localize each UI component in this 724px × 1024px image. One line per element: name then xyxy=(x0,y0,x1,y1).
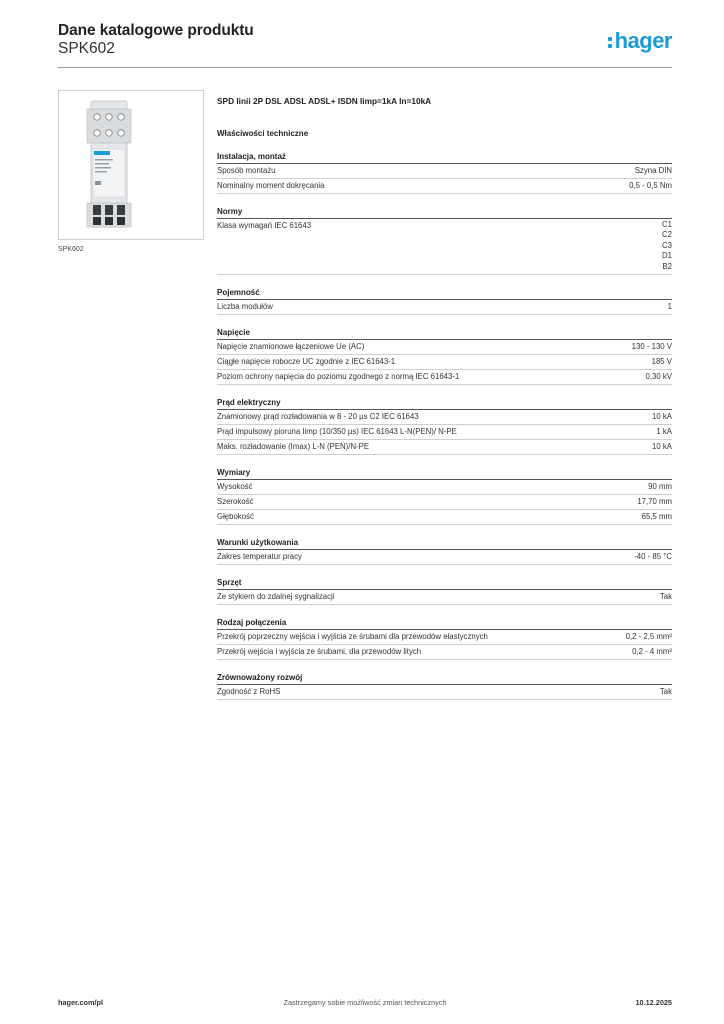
section-title: Wymiary xyxy=(217,467,672,480)
spec-value: 1 kA xyxy=(656,427,672,437)
spec-row xyxy=(217,630,672,645)
spec-label: Znamionowy prąd rozładowania w 8 - 20 µs C2 IEC 61643 xyxy=(217,412,419,422)
spec-value: C1 xyxy=(662,220,672,229)
product-image xyxy=(59,91,203,239)
spec-value: 0,30 kV xyxy=(645,372,672,382)
spec-label: Przekrój poprzeczny wejścia i wyjścia ze śrubami dla przewodów elastycznych xyxy=(217,632,488,642)
spec-value: B2 xyxy=(662,261,672,271)
spec-value: C2 xyxy=(662,230,672,240)
spec-label: Szerokość xyxy=(217,497,254,507)
spec-label: Klasa wymagań IEC 61643 xyxy=(217,221,312,230)
spec-label: Poziom ochrony napięcia do poziomu zgodnego z normą IEC 61643-1 xyxy=(217,372,460,382)
section-title: Zrównoważony rozwój xyxy=(217,672,672,685)
section-equipment xyxy=(217,577,672,605)
section-title: Napięcie xyxy=(217,327,672,340)
product-image-caption: SPK602 xyxy=(58,246,84,253)
product-code: SPK602 xyxy=(58,40,115,57)
section-title: Rodzaj połączenia xyxy=(217,617,672,630)
spec-value: D1 xyxy=(662,251,672,261)
spec-row xyxy=(217,370,672,385)
spec-row xyxy=(217,645,672,660)
spec-label: Maks. rozładowanie (Imax) L-N (PEN)/N-PE xyxy=(217,442,370,452)
spec-value: 0,2 - 2,5 mm² xyxy=(625,632,672,642)
spec-value: 65,5 mm xyxy=(641,512,672,522)
spec-value: 0,2 - 4 mm² xyxy=(632,647,672,657)
spec-value: 90 mm xyxy=(648,482,672,492)
footer-disclaimer: Zastrzegamy sobie możliwość zmian technicznych xyxy=(283,998,447,1007)
spec-label: Ciągłe napięcie robocze UC zgodnie z IEC 61643-1 xyxy=(217,357,396,367)
spec-label: Sposób montażu xyxy=(217,166,276,175)
spec-value-list xyxy=(662,219,672,274)
spec-value: Szyna DIN xyxy=(634,166,672,175)
section-title: Pojemność xyxy=(217,287,672,300)
spec-value: 0,5 - 0,5 Nm xyxy=(629,181,672,190)
product-image-frame xyxy=(58,90,204,240)
section-connection-type xyxy=(217,617,672,660)
spec-label: Przekrój wejścia i wyjścia ze śrubami, dla przewodów litych xyxy=(217,647,422,657)
section-installation xyxy=(217,151,672,194)
spec-row xyxy=(217,685,672,700)
spec-row xyxy=(217,340,672,355)
spec-row xyxy=(217,164,672,179)
spec-value: 10 kA xyxy=(652,442,672,452)
spec-value: Tak xyxy=(659,592,672,602)
section-title: Prąd elektryczny xyxy=(217,397,672,410)
spec-label: Liczba modułów xyxy=(217,302,273,312)
hager-logo xyxy=(608,28,672,54)
spec-value: 130 - 130 V xyxy=(631,342,672,352)
page-header xyxy=(58,22,672,68)
spec-label: Ze stykiem do zdalnej sygnalizacji xyxy=(217,592,335,602)
spec-value: 17,70 mm xyxy=(637,497,672,507)
section-title: Sprzęt xyxy=(217,577,672,590)
spec-row xyxy=(217,480,672,495)
spec-label: Wysokość xyxy=(217,482,253,492)
spec-value: Tak xyxy=(659,687,672,697)
section-title: Instalacja, montaż xyxy=(217,151,672,164)
spec-label: Zgodność z RoHS xyxy=(217,687,281,697)
section-capacity xyxy=(217,287,672,315)
spec-label: Prąd impulsowy pioruna Iimp (10/350 µs) IEC 61643 L-N(PEN)/ N-PE xyxy=(217,427,457,437)
spec-label: Napięcie znamionowe łączeniowe Ue (AC) xyxy=(217,342,365,352)
spec-row xyxy=(217,300,672,315)
section-voltage xyxy=(217,327,672,385)
footer-website-link[interactable]: hager.com/pl xyxy=(58,998,104,1007)
product-description: SPD linii 2P DSL ADSL ADSL+ ISDN Iimp=1kA In=10kA xyxy=(217,96,432,106)
spec-label: Nominalny moment dokręcania xyxy=(217,181,325,190)
spec-value: -40 - 85 °C xyxy=(634,552,672,562)
section-current xyxy=(217,397,672,455)
section-title: Normy xyxy=(217,206,672,219)
section-operating-conditions xyxy=(217,537,672,565)
spec-value: 185 V xyxy=(651,357,672,367)
section-title: Warunki użytkowania xyxy=(217,537,672,550)
spec-label: Głębokość xyxy=(217,512,254,522)
header-divider xyxy=(58,67,672,68)
spec-row xyxy=(217,495,672,510)
spec-row xyxy=(217,590,672,605)
spec-value: C3 xyxy=(662,240,672,250)
section-dimensions xyxy=(217,467,672,525)
spec-content xyxy=(217,96,672,700)
spec-row xyxy=(217,179,672,194)
tech-properties-heading: Właściwości techniczne xyxy=(217,129,309,138)
spec-row xyxy=(217,410,672,425)
spec-label: Zakres temperatur pracy xyxy=(217,552,302,562)
spec-row xyxy=(217,510,672,525)
spec-row xyxy=(217,550,672,565)
logo-dots-icon xyxy=(608,33,613,49)
spec-row xyxy=(217,355,672,370)
spec-value: 1 xyxy=(667,302,672,312)
section-standards xyxy=(217,206,672,275)
section-sustainability xyxy=(217,672,672,700)
spec-row xyxy=(217,425,672,440)
spec-value: 10 kA xyxy=(652,412,672,422)
spec-row xyxy=(217,440,672,455)
page-title: Dane katalogowe produktu xyxy=(58,22,254,39)
spec-row xyxy=(217,219,672,275)
footer-date: 10.12.2025 xyxy=(635,998,672,1007)
logo-text: hager xyxy=(614,28,672,53)
